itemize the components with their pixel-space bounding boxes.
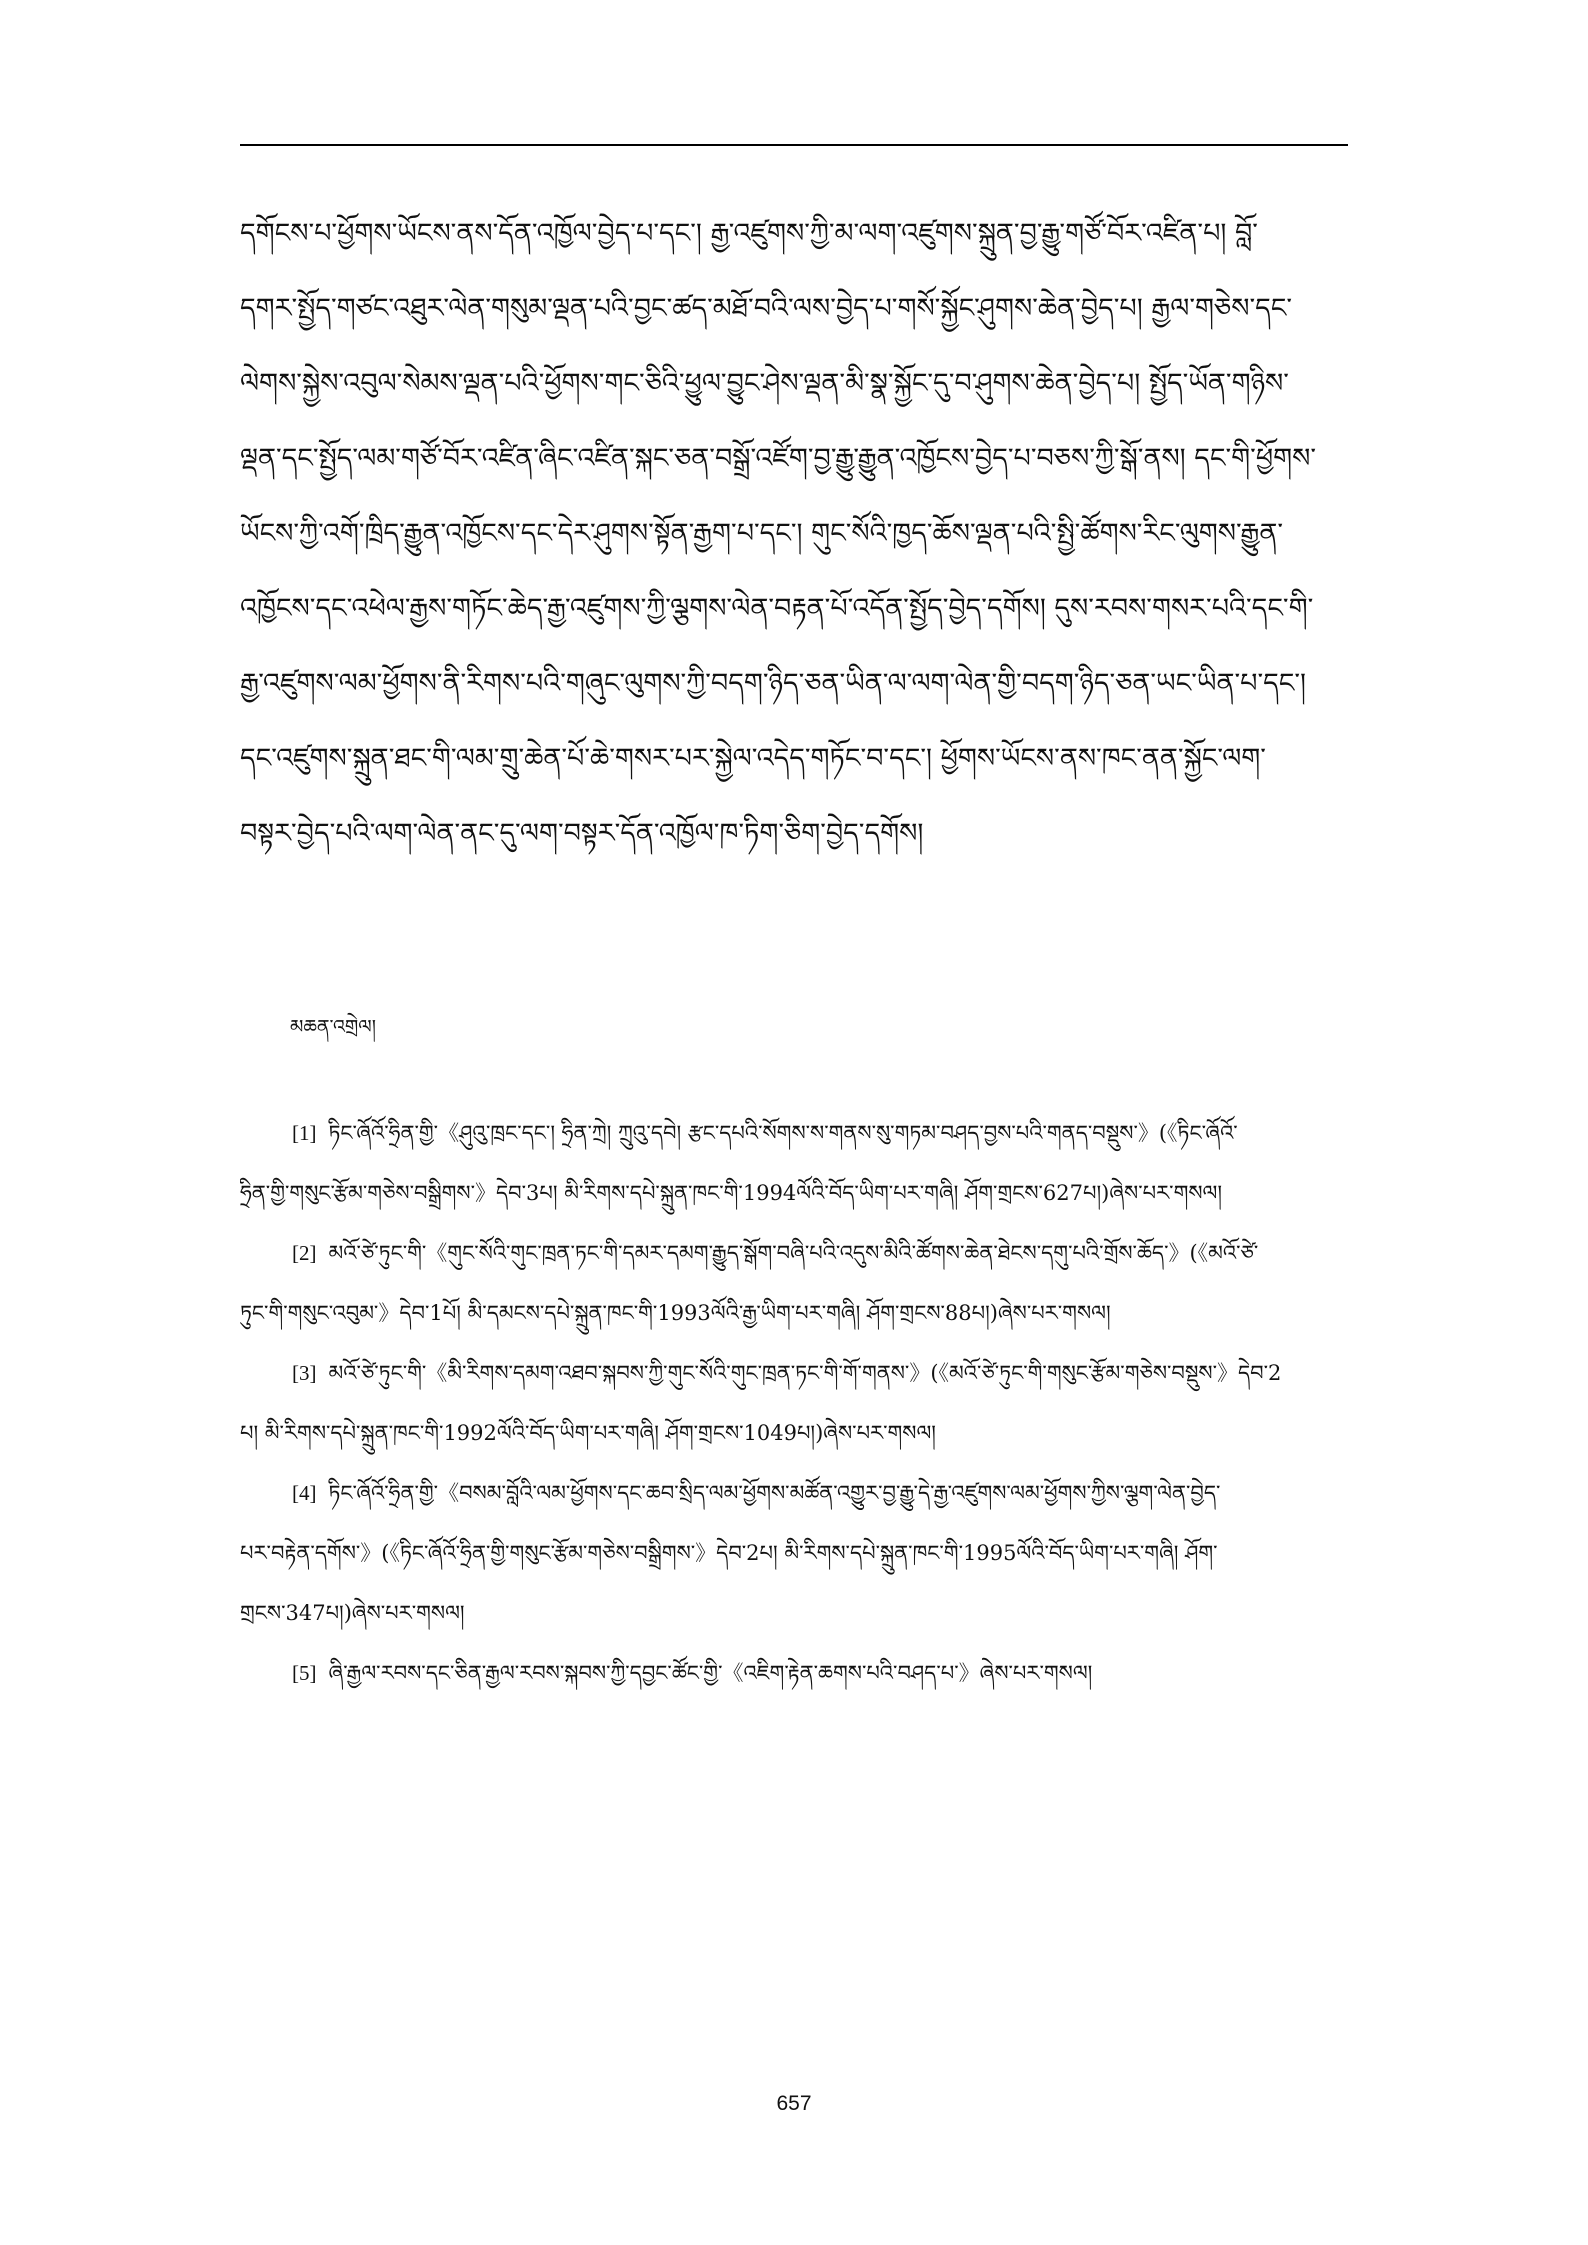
notes-list xyxy=(240,1103,1350,1703)
body-line: དགོངས་པ་ཕྱོགས་ཡོངས་ནས་དོན་འཁྱོལ་བྱེད་པ་དང་། རྒྱ་འཛུགས་ཀྱི་མ་ལག་འཛུགས་སྐྲུན་བྱ་རྒྱུ་གཙོ་བོར་འཛིན་པ། བློ་ xyxy=(240,218,1258,249)
page-number: 657 xyxy=(776,2092,812,2115)
note-number: [5] xyxy=(292,1661,317,1685)
note-3-line xyxy=(240,1343,1350,1403)
note-text: མའོ་ཙེ་ཏུང་གི་《གུང་སོའི་གུང་ཁྲན་ཏང་གི་དམར་དམག་རྒྱུད་སྒོག་བཞི་པའི་འདུས་མིའི་ཚོགས་ཆེན་ཐེངས་དགུ་པའི་གྲོས་ཆོད་》(《མའོ་ཙེ་ xyxy=(328,1241,1259,1265)
note-4-line: གྲངས་347པ།)ཞེས་པར་གསལ། xyxy=(240,1601,465,1625)
note-1-line xyxy=(240,1103,1350,1163)
body-line: འཁྱོངས་དང་འཕེལ་རྒྱས་གཏོང་ཆེད་རྒྱ་འཛུགས་ཀྱི་ལྕགས་ལེན་བརྟན་པོ་འདོན་སྤྱོད་བྱེད་དགོས། དུས་རབས་གསར་པའི་དང་གི་ xyxy=(240,593,1314,624)
body-paragraph xyxy=(240,196,1350,871)
notes-title: མཆན་འགྲེལ། xyxy=(290,1016,376,1038)
note-3-line: པ། མི་རིགས་དཔེ་སྐྲུན་ཁང་གི་1992ལོའི་བོད་ཡིག་པར་གཞི། ཤོག་གྲངས་1049པ།)ཞེས་པར་གསལ། xyxy=(240,1421,936,1445)
note-text: ཏིང་ཞོའོ་ཧྲིན་གྱི་《བསམ་བློའི་ལམ་ཕྱོགས་དང་ཆབ་སྲིད་ལམ་ཕྱོགས་མཚོན་འགྱུར་བྱ་རྒྱུ་དེ་རྒྱ་འཛུགས་ལམ་ཕྱོགས་ཀྱིས་ལྕག་ལེན་བྱེད་ xyxy=(328,1481,1221,1505)
note-number: [3] xyxy=(292,1361,317,1385)
header-rule xyxy=(240,144,1348,146)
note-number: [2] xyxy=(292,1241,317,1265)
note-number: [1] xyxy=(292,1121,317,1145)
body-line: བསྟར་བྱེད་པའི་ལག་ལེན་ནང་དུ་ལག་བསྟར་དོན་འཁྱོལ་ཁ་ཏིག་ཅིག་བྱེད་དགོས། xyxy=(240,818,924,849)
note-5-line xyxy=(240,1643,1350,1703)
note-text: མའོ་ཙེ་ཏུང་གི་《མི་རིགས་དམག་འཐབ་སྐབས་ཀྱི་གུང་སོའི་གུང་ཁྲན་ཏང་གི་གོ་གནས་》(《མའོ་ཙེ་ཏུང་གི་གསུང་རྩོམ་གཅེས་བསྡུས་》དེབ་2 xyxy=(328,1361,1282,1385)
body-line: ཡོངས་ཀྱི་འགོ་ཁྲིད་རྒྱུན་འཁྱོངས་དང་དེར་ཤུགས་སྟོན་རྒྱག་པ་དང་། གུང་སོའི་ཁྱད་ཆོས་ལྡན་པའི་སྤྱི་ཚོགས་རིང་ལུགས་རྒྱུན་ xyxy=(240,518,1284,549)
note-4-line: པར་བརྟེན་དགོས་》(《ཏིང་ཞོའོ་ཧྲིན་གྱི་གསུང་རྩོམ་གཅེས་བསྒྲིགས་》དེབ་2པ། མི་རིགས་དཔེ་སྐྲུན་ཁང་གི་1995ལོའི་བོད་ཡིག་པར་གཞི། ཤོག་ xyxy=(240,1541,1218,1565)
note-2-line xyxy=(240,1223,1350,1283)
note-2-line: ཏུང་གི་གསུང་འབུམ་》དེབ་1པོ། མི་དམངས་དཔེ་སྐྲུན་ཁང་གི་1993ལོའི་རྒྱ་ཡིག་པར་གཞི། ཤོག་གྲངས་88པ།)ཞེས་པར་གསལ། xyxy=(240,1301,1111,1325)
body-line: ལེགས་སྐྱེས་འབུལ་སེམས་ལྡན་པའི་ཕྱོགས་གང་ཅིའི་ཕྱུལ་བྱུང་ཤེས་ལྡན་མི་སྣ་སྐྱོང་དུ་བ་ཤུགས་ཆེན་བྱེད་པ། སྤྱོད་ཡོན་གཉིས་ xyxy=(240,368,1289,399)
note-text: ཞི་རྒྱལ་རབས་དང་ཅིན་རྒྱལ་རབས་སྐབས་ཀྱི་དབྱང་ཚོང་གྱི་《འཇིག་རྟེན་ཆགས་པའི་བཤད་པ་》ཞེས་པར་གསལ། xyxy=(328,1661,1093,1685)
body-line: དགར་སྤྱོད་གཙང་འཐུར་ལེན་གསུམ་ལྡན་པའི་བྱང་ཚད་མཐོ་བའི་ལས་བྱེད་པ་གསོ་སྐྱོང་ཤུགས་ཆེན་བྱེད་པ། རྒྱལ་གཅེས་དང་ xyxy=(240,293,1292,324)
body-line: རྒྱ་འཛུགས་ལམ་ཕྱོགས་ནི་རིགས་པའི་གཞུང་ལུགས་ཀྱི་བདག་ཉིད་ཅན་ཡིན་ལ་ལག་ལེན་གྱི་བདག་ཉིད་ཅན་ཡང་ཡིན་པ་དང་། xyxy=(240,668,1306,699)
body-line: དང་འཛུགས་སྐྲུན་ཐང་གི་ལམ་གྲུ་ཆེན་པོ་ཆེ་གསར་པར་སྐྱེལ་འདེད་གཏོང་བ་དང་། ཕྱོགས་ཡོངས་ནས་ཁང་ནན་སྐྱོང་ལག་ xyxy=(240,743,1266,774)
note-text: ཏིང་ཞོའོ་ཧྲིན་གྱི་《ཤུའུ་ཁྲང་དང་། ཧྲིན་ཀྲེ། ཀྲུའུ་དབེ། རྩང་དཔའི་སོགས་ས་གནས་སུ་གཏམ་བཤད་བྱས་པའི་གནད་བསྡུས་》(《ཏིང་ཞོའོ་ xyxy=(328,1121,1238,1145)
note-number: [4] xyxy=(292,1481,317,1505)
note-1-line: ཧྲིན་གྱི་གསུང་རྩོམ་གཅེས་བསྒྲིགས་》དེབ་3པ། མི་རིགས་དཔེ་སྐྲུན་ཁང་གི་1994ལོའི་བོད་ཡིག་པར་གཞི། ཤོག་གྲངས་627པ།)ཞེས་པར་གསལ། xyxy=(240,1181,1223,1205)
note-4-line xyxy=(240,1463,1350,1523)
body-line: ལྡན་དང་སྤྱོད་ལམ་གཙོ་བོར་འཛིན་ཞིང་འཛིན་སྐང་ཅན་བསྒྲོ་འཛོག་བྱ་རྒྱུ་རྒྱུན་འཁྱོངས་བྱེད་པ་བཅས་ཀྱི་སྒོ་ནས། དང་གི་ཕྱོགས་ xyxy=(240,443,1317,474)
